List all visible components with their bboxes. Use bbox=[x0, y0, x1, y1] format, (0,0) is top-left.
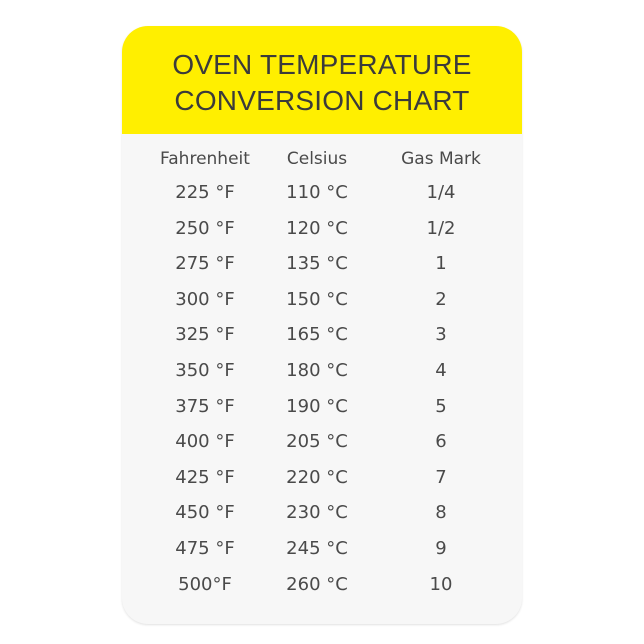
table-row bbox=[122, 320, 522, 350]
fahrenheit-cell: 225 °F bbox=[175, 182, 235, 203]
table-row bbox=[122, 356, 522, 386]
table-row bbox=[122, 178, 522, 208]
table-row bbox=[122, 570, 522, 600]
celsius-cell: 230 °C bbox=[286, 502, 348, 524]
celsius-cell: 205 °C bbox=[286, 431, 348, 453]
gas-mark-cell: 5 bbox=[435, 395, 447, 417]
table-header bbox=[122, 145, 522, 173]
table-row bbox=[122, 249, 522, 279]
celsius-cell: 120 °C bbox=[286, 217, 348, 239]
gas-mark-cell: 9 bbox=[435, 538, 447, 559]
table-row bbox=[122, 285, 522, 315]
fahrenheit-cell: 475 °F bbox=[175, 538, 235, 559]
chart-title-line-1: OVEN TEMPERATURE bbox=[172, 49, 472, 80]
table-row bbox=[122, 534, 522, 564]
celsius-cell: 135 °C bbox=[286, 253, 348, 275]
header-gas-mark: Gas Mark bbox=[401, 149, 481, 169]
celsius-cell: 150 °C bbox=[286, 288, 348, 310]
celsius-cell: 190 °C bbox=[286, 395, 348, 417]
fahrenheit-cell: 375 °F bbox=[175, 395, 235, 417]
gas-mark-cell: 2 bbox=[435, 288, 447, 310]
header-celsius: Celsius bbox=[286, 149, 348, 169]
fahrenheit-cell: 425 °F bbox=[175, 466, 235, 488]
table-row bbox=[122, 463, 522, 493]
gas-mark-cell: 6 bbox=[435, 431, 447, 453]
celsius-cell: 180 °C bbox=[286, 360, 348, 381]
fahrenheit-cell: 450 °F bbox=[175, 502, 235, 524]
header-fahrenheit: Fahrenheit bbox=[160, 149, 250, 169]
fahrenheit-cell: 250 °F bbox=[175, 217, 235, 239]
celsius-cell: 260 °C bbox=[286, 573, 348, 595]
fahrenheit-cell: 300 °F bbox=[175, 288, 235, 310]
fahrenheit-cell: 275 °F bbox=[175, 253, 235, 275]
celsius-cell: 220 °C bbox=[286, 466, 348, 488]
celsius-cell: 165 °C bbox=[286, 324, 348, 346]
table-row bbox=[122, 498, 522, 528]
gas-mark-cell: 8 bbox=[435, 502, 447, 524]
gas-mark-cell: 4 bbox=[435, 360, 447, 381]
fahrenheit-cell: 325 °F bbox=[175, 324, 235, 346]
gas-mark-cell: 7 bbox=[435, 466, 447, 488]
gas-mark-cell: 1/4 bbox=[426, 182, 456, 203]
celsius-cell: 110 °C bbox=[286, 182, 348, 203]
table-row bbox=[122, 214, 522, 244]
celsius-cell: 245 °C bbox=[286, 538, 348, 559]
conversion-chart-card bbox=[122, 26, 522, 624]
fahrenheit-cell: 350 °F bbox=[175, 360, 235, 381]
gas-mark-cell: 1/2 bbox=[426, 217, 456, 239]
table-row bbox=[122, 392, 522, 422]
gas-mark-cell: 1 bbox=[435, 253, 447, 275]
fahrenheit-cell: 500°F bbox=[178, 573, 232, 595]
chart-title-line-2: CONVERSION CHART bbox=[174, 85, 470, 116]
gas-mark-cell: 3 bbox=[435, 324, 447, 346]
gas-mark-cell: 10 bbox=[429, 573, 453, 595]
title-banner bbox=[122, 26, 522, 134]
fahrenheit-cell: 400 °F bbox=[175, 431, 235, 453]
table-row bbox=[122, 427, 522, 457]
